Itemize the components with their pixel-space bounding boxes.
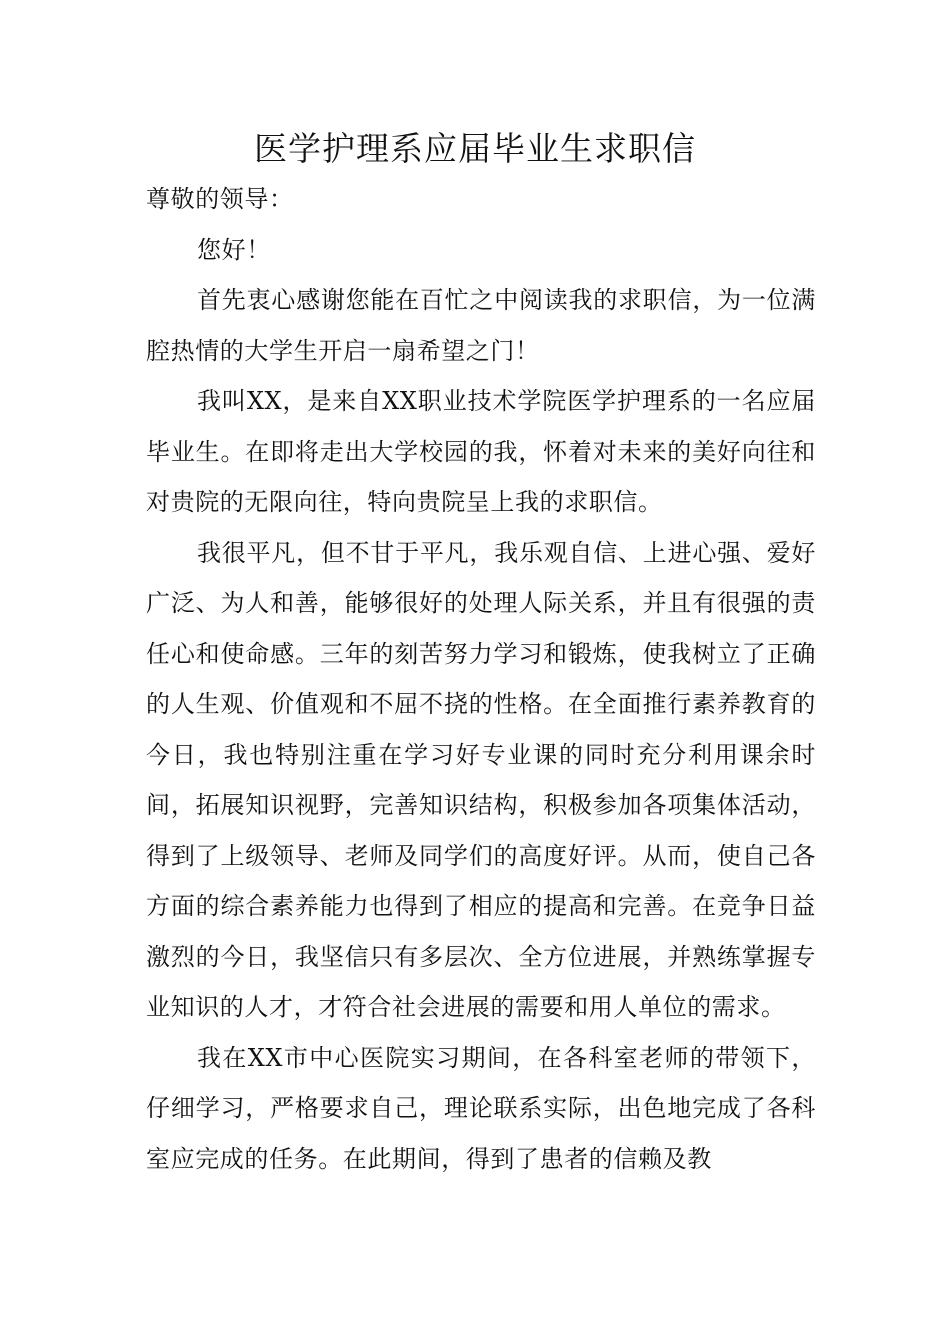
letter-body (146, 174, 816, 1184)
paragraph-personality: 我很平凡，但不甘于平凡，我乐观自信、上进心强、爱好广泛、为人和善，能够很好的处理人际关系，并且有很强的责任心和使命感。三年的刻苦努力学习和锻炼，使我树立了正确的人生观、价值观和不屈不挠的性格。在全面推行素养教育的今日，我也特别注重在学习好专业课的同时充分利用课余时间，拓展知识视野，完善知识结构，积极参加各项集体活动，得到了上级领导、老师及同学们的高度好评。从而，使自己各方面的综合素养能力也得到了相应的提高和完善。在竞争日益激烈的今日，我坚信只有多层次、全方位进展，并熟练掌握专业知识的人才，才符合社会进展的需要和用人单位的需求。 (146, 538, 816, 1021)
paragraph-internship: 我在XX市中心医院实习期间，在各科室老师的带领下，仔细学习，严格要求自己，理论联系实际，出色地完成了各科室应完成的任务。在此期间，得到了患者的信赖及教 (146, 1043, 816, 1173)
paragraph-thanks: 首先衷心感谢您能在百忙之中阅读我的求职信，为一位满腔热情的大学生开启一扇希望之门！ (146, 286, 816, 365)
salutation: 尊敬的领导： (146, 185, 294, 213)
document-title: 医学护理系应届毕业生求职信 (254, 129, 696, 168)
greeting: 您好！ (197, 235, 271, 264)
paragraph-introduction: 我叫XX，是来自XX职业技术学院医学护理系的一名应届毕业生。在即将走出大学校园的我，怀着对未来的美好向往和对贵院的无限向往，特向贵院呈上我的求职信。 (146, 387, 816, 516)
